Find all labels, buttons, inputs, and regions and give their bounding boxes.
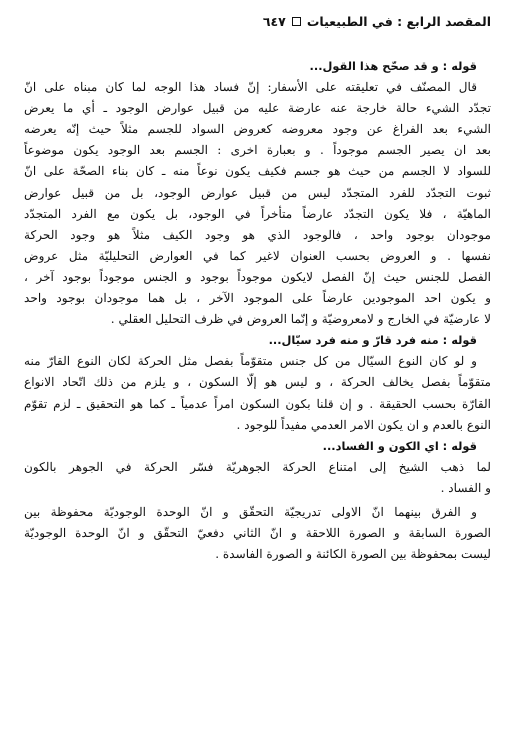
section-lead-2: قوله : منه فرد قارّ و منه فرد سيّال... bbox=[268, 333, 477, 348]
text-line: الماهيّة ، فلا يكون التجدّد عارضاً متأخراً في الوجود، بل يكون مع الفرد المتجدّد bbox=[24, 206, 491, 221]
header-separator-square bbox=[292, 17, 301, 26]
page-number: ٦٤٧ bbox=[262, 14, 286, 29]
text-line: لما ذهب الشيخ إلى امتناع الحركة الجوهريّة فسّر الحركة في الجوهر بالكون bbox=[24, 459, 491, 474]
running-header bbox=[24, 14, 491, 29]
text-line: تجدّد الشيء حالة خارجة عنه عارضة عليه من قبيل عوارض الوجود ـ أي ما يعرض bbox=[24, 101, 491, 116]
text-line: بعد ان يصير الجسم موجوداً . و بعبارة اخرى : الجسم بعد الوجود يكون موضوعاً bbox=[24, 143, 491, 158]
text-line: الصورة السابقة و الصورة اللاحقة و انّ الثاني دفعيّ التحقّق و انّ الوحدة الوجوديّة bbox=[24, 526, 491, 541]
page-body bbox=[24, 56, 491, 565]
text-line: النوع بالعدم و ان يكون الامر العدمي مفيداً للوجود . bbox=[236, 417, 491, 432]
text-line: ليست بمحفوظة بين الصورة الكائنة و الصورة الفاسدة . bbox=[215, 547, 491, 562]
text-line: ثبوت التجدّد للفرد المتجدّد ليس من قبيل عوارض الوجود، بل من قبيل عوارض bbox=[24, 185, 491, 200]
section-lead-1: قوله : و قد صحّح هذا القول... bbox=[309, 59, 477, 73]
text-line: القارّة بحسب الحقيقة . و إن قلنا بكون السكون امراً عدمياً ـ كما هو التحقيق ـ لزم تقوّم bbox=[24, 396, 491, 411]
text-line: قال المصنّف في تعليقته على الأسفار: إنّ فساد هذا الوجه لما كان مبناه على انّ bbox=[24, 80, 477, 95]
text-line: و يكون احد الموجودين عارضاً على الموجود الآخر ، بل هما موجودان بوجود واحد bbox=[24, 291, 491, 306]
text-line: لا عارضيّة في الخارج و لامعروضيّة و إنّما العروض في ظرف التحليل العقلي . bbox=[110, 312, 491, 327]
text-line: الشيء بعد الفراغ عن وجود معروضه كعروض السواد للجسم مثلاً حيث إنّه يعرضه bbox=[24, 122, 491, 137]
text-line: نفسها . و العروض بحسب العنوان لاغير كما في العوارض التحليليّة مثل عروض bbox=[24, 248, 491, 263]
text-line: و الفساد . bbox=[440, 480, 491, 495]
text-line: الفصل للجنس حيث إنّ الفصل لايكون موجوداً بوجود و الجنس موجوداً بوجود آخر ، bbox=[24, 269, 491, 284]
text-line: للسواد لا الجسم من حيث هو جسم فكيف يكون نوعاً منه ـ كان بناء الصحّة على انّ bbox=[24, 164, 491, 179]
header-title: المقصد الرابع : في الطبيعيات bbox=[306, 14, 491, 29]
text-line: متقوّماً بفصل يخالف الحركة ، و ليس هو إلّا السكون ، و يلزم من ذلك اتّحاد الانواع bbox=[24, 375, 491, 390]
text-line: موجودان بوجود واحد ، فالوجود الذي هو وجود الكيف مثلاً هو وجود الحركة bbox=[24, 227, 491, 242]
section-lead-3: قوله : اي الكون و الفساد... bbox=[322, 438, 477, 453]
text-line: و لو كان النوع السيّال من كل جنس متقوّماً بفصل مثل الحركة لكان النوع القارّ منه bbox=[24, 354, 477, 369]
text-line: و الفرق بينهما انّ الاولى تدريجيّة التحقّق و انّ الوحدة الوجوديّة محفوظة بين bbox=[24, 504, 477, 519]
